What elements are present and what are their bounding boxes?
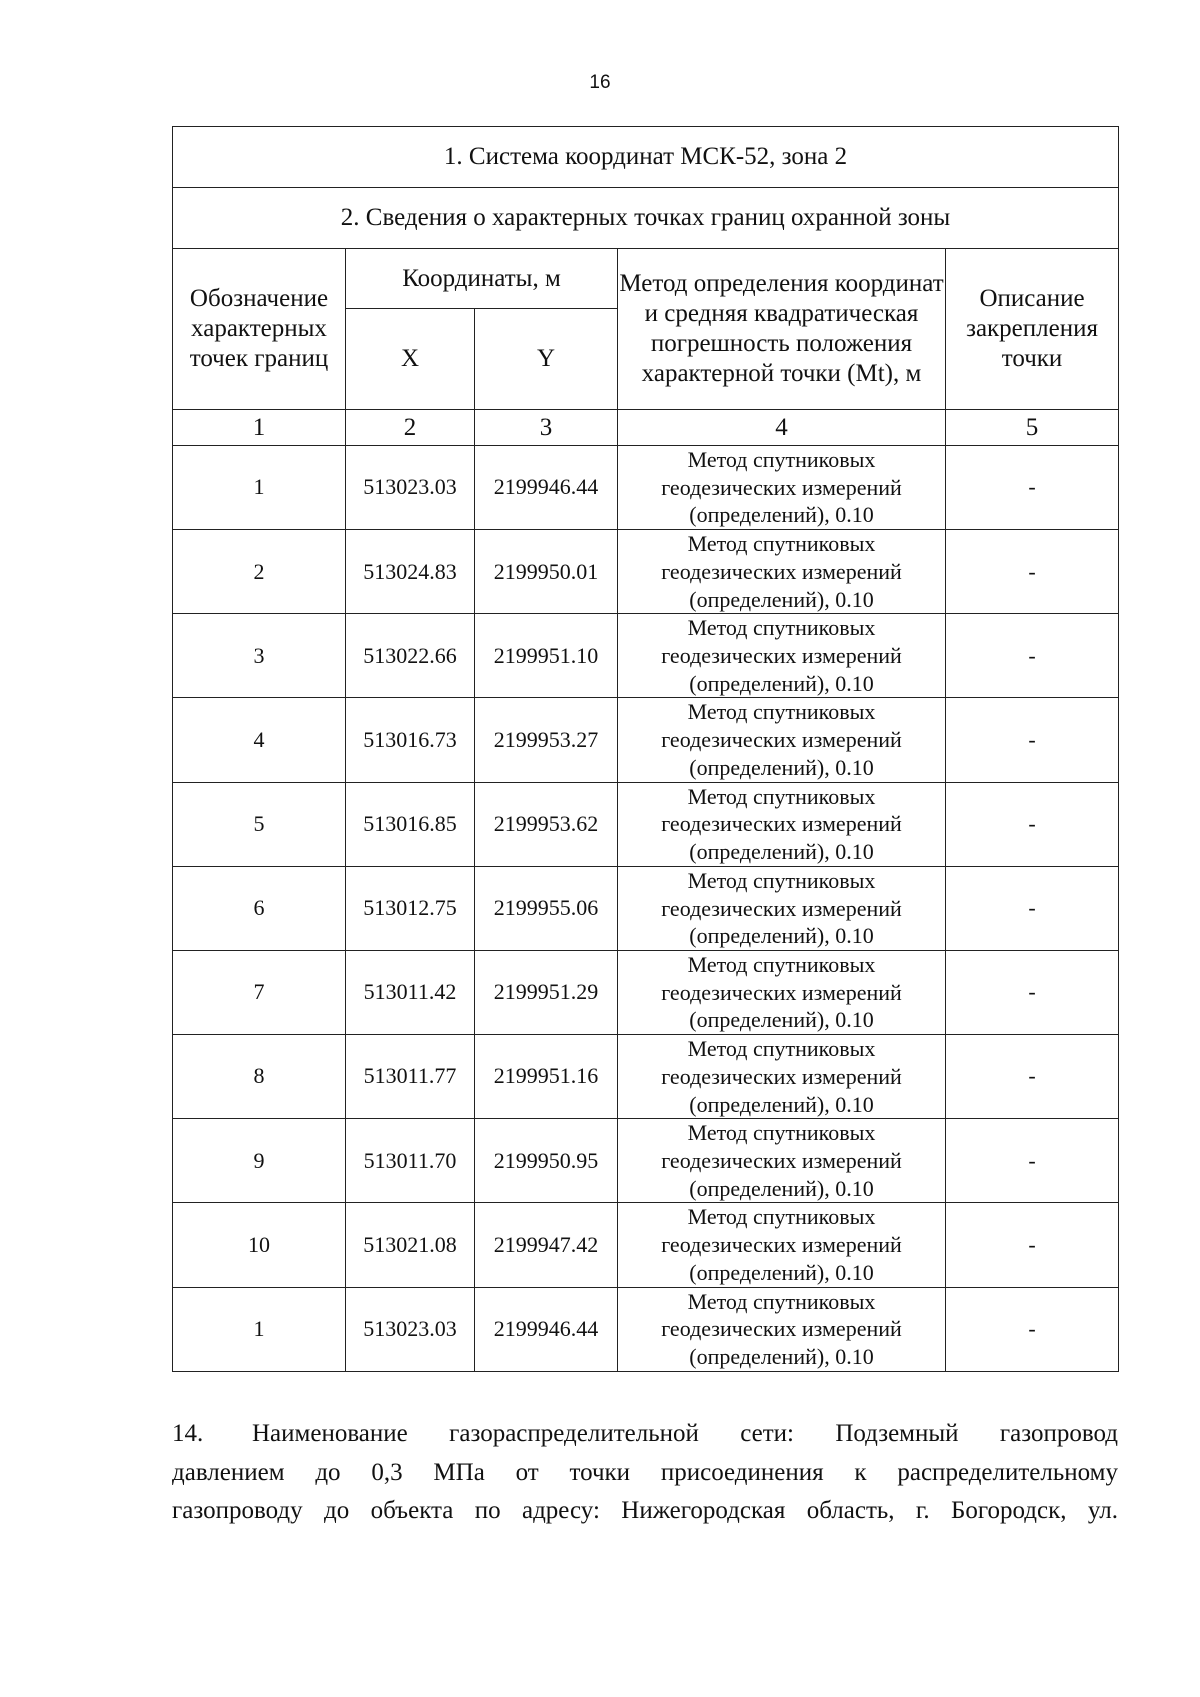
method-line: (определений), 0.10 — [689, 839, 874, 865]
method-line: (определений), 0.10 — [689, 586, 874, 612]
y-coordinate-cell: 2199953.27 — [475, 698, 618, 782]
method-line: Метод спутниковых — [687, 1120, 876, 1146]
method-line: геодезических измерений — [661, 1063, 902, 1089]
fixing-description-cell: - — [946, 1035, 1119, 1119]
method-line: (определений), 0.10 — [689, 670, 874, 696]
x-coordinate-cell: 513016.85 — [346, 782, 475, 866]
y-coordinate-cell: 2199955.06 — [475, 866, 618, 950]
method-line: геодезических измерений — [661, 979, 902, 1005]
fixing-description-cell: - — [946, 950, 1119, 1034]
table-row — [173, 1119, 1119, 1203]
method-line: Метод спутниковых — [687, 783, 876, 809]
page-number: 16 — [589, 72, 611, 93]
method-header: Метод определения координат и средняя квадратическая погрешность положения характерной точки (Mt), м — [618, 249, 946, 410]
method-line: (определений), 0.10 — [689, 754, 874, 780]
x-coordinate-cell: 513024.83 — [346, 530, 475, 614]
fixing-description-cell: - — [946, 530, 1119, 614]
fixing-description-cell: - — [946, 1203, 1119, 1287]
method-cell — [618, 698, 946, 782]
coordinates-table — [172, 126, 1119, 1372]
x-coordinate-cell: 513012.75 — [346, 866, 475, 950]
method-line: Метод спутниковых — [687, 1288, 876, 1314]
point-number-cell: 4 — [173, 698, 346, 782]
method-cell — [618, 1119, 946, 1203]
method-line: геодезических измерений — [661, 474, 902, 500]
method-line: Метод спутниковых — [687, 867, 876, 893]
column-number: 3 — [475, 410, 618, 446]
fixing-description-cell: - — [946, 782, 1119, 866]
fixing-description-cell: - — [946, 1119, 1119, 1203]
table-row — [173, 1203, 1119, 1287]
paragraph-number: 14. — [172, 1420, 204, 1447]
x-coordinate-cell: 513011.42 — [346, 950, 475, 1034]
method-line: геодезических измерений — [661, 895, 902, 921]
method-cell — [618, 530, 946, 614]
point-number-cell: 1 — [173, 1287, 346, 1371]
method-line: Метод спутниковых — [687, 531, 876, 557]
y-coordinate-cell: 2199950.95 — [475, 1119, 618, 1203]
method-line: геодезических измерений — [661, 727, 902, 753]
fixing-description-cell: - — [946, 614, 1119, 698]
method-line: геодезических измерений — [661, 1316, 902, 1342]
method-line: геодезических измерений — [661, 643, 902, 669]
method-line: (определений), 0.10 — [689, 1259, 874, 1285]
paragraph-line: давлением до 0,3 МПа от точки присоединения к распределительному — [172, 1458, 1118, 1486]
x-coordinate-cell: 513016.73 — [346, 698, 475, 782]
paragraph-line — [172, 1415, 1118, 1454]
table-row — [173, 446, 1119, 530]
fixing-description-cell: - — [946, 446, 1119, 530]
method-cell — [618, 614, 946, 698]
x-header: X — [346, 309, 475, 410]
method-line: (определений), 0.10 — [689, 1091, 874, 1117]
column-number: 1 — [173, 410, 346, 446]
network-description-paragraph — [172, 1415, 1118, 1531]
method-line: (определений), 0.10 — [689, 923, 874, 949]
point-number-cell: 5 — [173, 782, 346, 866]
table-row — [173, 950, 1119, 1034]
table-row — [173, 782, 1119, 866]
point-number-cell: 10 — [173, 1203, 346, 1287]
method-line: (определений), 0.10 — [689, 502, 874, 528]
column-number: 4 — [618, 410, 946, 446]
y-coordinate-cell: 2199951.10 — [475, 614, 618, 698]
method-line: геодезических измерений — [661, 1232, 902, 1258]
point-number-cell: 8 — [173, 1035, 346, 1119]
method-cell — [618, 446, 946, 530]
method-line: Метод спутниковых — [687, 447, 876, 472]
column-number-row — [173, 410, 1119, 446]
method-line: (определений), 0.10 — [689, 1344, 874, 1369]
column-number: 5 — [946, 410, 1119, 446]
method-cell — [618, 1203, 946, 1287]
method-line: Метод спутниковых — [687, 699, 876, 725]
point-number-cell: 7 — [173, 950, 346, 1034]
x-coordinate-cell: 513011.70 — [346, 1119, 475, 1203]
method-cell — [618, 1287, 946, 1371]
x-coordinate-cell: 513023.03 — [346, 446, 475, 530]
y-header: Y — [475, 309, 618, 410]
point-number-cell: 2 — [173, 530, 346, 614]
y-coordinate-cell: 2199950.01 — [475, 530, 618, 614]
method-cell — [618, 782, 946, 866]
x-coordinate-cell: 513011.77 — [346, 1035, 475, 1119]
fixing-description-cell: - — [946, 1287, 1119, 1371]
column-number: 2 — [346, 410, 475, 446]
fixing-description-cell: - — [946, 866, 1119, 950]
y-coordinate-cell: 2199946.44 — [475, 1287, 618, 1371]
method-cell — [618, 1035, 946, 1119]
paragraph-line: газопроводу до объекта по адресу: Нижегородская область, г. Богородск, ул. — [172, 1497, 1118, 1524]
method-line: Метод спутниковых — [687, 951, 876, 977]
description-header: Описание закрепления точки — [946, 249, 1119, 410]
method-line: геодезических измерений — [661, 558, 902, 584]
paragraph-text: Наименование газораспределительной сети: Подземный газопровод — [252, 1420, 1118, 1447]
boundary-points-title: 2. Сведения о характерных точках границ охранной зоны — [173, 188, 1119, 249]
table-row — [173, 698, 1119, 782]
table-row — [173, 866, 1119, 950]
y-coordinate-cell: 2199953.62 — [475, 782, 618, 866]
x-coordinate-cell: 513022.66 — [346, 614, 475, 698]
fixing-description-cell: - — [946, 698, 1119, 782]
point-number-cell: 3 — [173, 614, 346, 698]
y-coordinate-cell: 2199951.29 — [475, 950, 618, 1034]
x-coordinate-cell: 513023.03 — [346, 1287, 475, 1371]
method-line: Метод спутниковых — [687, 1204, 876, 1230]
method-line: геодезических измерений — [661, 1147, 902, 1173]
method-cell — [618, 950, 946, 1034]
method-line: Метод спутниковых — [687, 1036, 876, 1062]
designation-header: Обозначение характерных точек границ — [173, 249, 346, 410]
y-coordinate-cell: 2199951.16 — [475, 1035, 618, 1119]
coordinates-header: Координаты, м — [346, 249, 618, 309]
table-row — [173, 1287, 1119, 1371]
method-line: Метод спутниковых — [687, 615, 876, 641]
point-number-cell: 6 — [173, 866, 346, 950]
x-coordinate-cell: 513021.08 — [346, 1203, 475, 1287]
point-number-cell: 1 — [173, 446, 346, 530]
method-line: (определений), 0.10 — [689, 1007, 874, 1033]
method-line: геодезических измерений — [661, 811, 902, 837]
table-row — [173, 530, 1119, 614]
table-row — [173, 614, 1119, 698]
table-row — [173, 1035, 1119, 1119]
point-number-cell: 9 — [173, 1119, 346, 1203]
method-line: (определений), 0.10 — [689, 1175, 874, 1201]
y-coordinate-cell: 2199947.42 — [475, 1203, 618, 1287]
method-cell — [618, 866, 946, 950]
coordinate-system-title: 1. Система координат МСК-52, зона 2 — [173, 127, 1119, 188]
y-coordinate-cell: 2199946.44 — [475, 446, 618, 530]
